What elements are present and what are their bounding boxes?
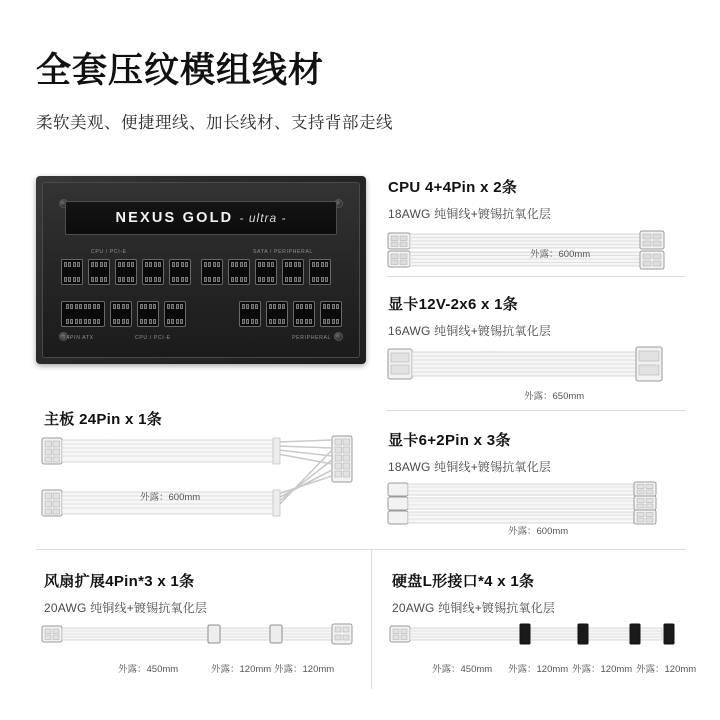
port-label-bottom-right: PERIPHERAL bbox=[292, 335, 331, 341]
cable-length-cpu: 外露：600mm bbox=[530, 249, 591, 260]
connector-row-bottom-left bbox=[61, 301, 186, 327]
page-subtitle: 柔软美观、便捷理线、加长线材、支持背部走线 bbox=[36, 113, 393, 132]
section-title: 显卡6+2Pin x 3条 bbox=[388, 432, 511, 449]
connector-port bbox=[239, 301, 261, 327]
connector-port bbox=[110, 301, 132, 327]
connector-port bbox=[266, 301, 288, 327]
connector-port bbox=[228, 259, 250, 285]
divider bbox=[36, 549, 686, 550]
cable-length-fan-2: 外露：120mm bbox=[211, 664, 272, 675]
divider-vertical bbox=[371, 549, 372, 689]
port-label-top-left: CPU / PCI-E bbox=[91, 249, 127, 255]
cable-fan bbox=[40, 620, 360, 652]
connector-row-bottom-right bbox=[239, 301, 342, 327]
cable-length-mb24: 外露：600mm bbox=[140, 492, 201, 503]
cable-gpu62 bbox=[386, 480, 686, 526]
section-fan bbox=[44, 570, 354, 616]
section-spec: 18AWG 纯铜线+镀锡抗氧化层 bbox=[388, 460, 552, 474]
connector-row-top-left bbox=[61, 259, 191, 285]
cable-length-sata-1: 外露：450mm bbox=[432, 664, 493, 675]
divider bbox=[386, 276, 686, 277]
psu-body bbox=[42, 182, 360, 358]
cable-length-gpu12v: 外露：650mm bbox=[524, 391, 585, 402]
connector-port bbox=[142, 259, 164, 285]
cable-length-fan-1: 外露：450mm bbox=[118, 664, 179, 675]
port-label-bottom-left-1: 24PIN ATX bbox=[63, 335, 94, 341]
section-spec: 18AWG 纯铜线+镀锡抗氧化层 bbox=[388, 207, 552, 221]
cable-gpu12v-drawing bbox=[386, 345, 686, 389]
cable-length-gpu62: 外露：600mm bbox=[508, 526, 569, 537]
connector-port bbox=[61, 259, 83, 285]
section-title: CPU 4+4Pin x 2条 bbox=[388, 179, 518, 196]
cable-length-sata-4: 外露：120mm bbox=[636, 664, 697, 675]
connector-port bbox=[293, 301, 315, 327]
psu-brand-text bbox=[115, 210, 286, 226]
connector-port bbox=[282, 259, 304, 285]
divider bbox=[386, 410, 686, 411]
section-title: 硬盘L形接口*4 x 1条 bbox=[392, 573, 535, 590]
psu-brand-sub: - ultra - bbox=[239, 211, 287, 225]
cable-length-sata-2: 外露：120mm bbox=[508, 664, 569, 675]
connector-port bbox=[309, 259, 331, 285]
connector-port bbox=[169, 259, 191, 285]
connector-port bbox=[88, 259, 110, 285]
psu-brand-plate bbox=[65, 201, 337, 235]
section-cpu bbox=[388, 176, 688, 222]
section-spec: 20AWG 纯铜线+镀锡抗氧化层 bbox=[392, 601, 556, 615]
section-title: 显卡12V-2x6 x 1条 bbox=[388, 296, 519, 313]
connector-port-24pin bbox=[61, 301, 105, 327]
section-spec: 20AWG 纯铜线+镀锡抗氧化层 bbox=[44, 601, 208, 615]
cable-mb24 bbox=[40, 432, 370, 532]
section-title: 主板 24Pin x 1条 bbox=[44, 411, 163, 428]
cable-mb24-drawing bbox=[40, 432, 370, 532]
section-sata bbox=[392, 570, 692, 616]
connector-port bbox=[137, 301, 159, 327]
psu-image bbox=[36, 176, 366, 364]
cable-sata-drawing bbox=[388, 620, 688, 652]
cable-length-sata-3: 外露：120mm bbox=[572, 664, 633, 675]
port-label-bottom-left-2: CPU / PCI-E bbox=[135, 335, 171, 341]
section-gpu62 bbox=[388, 429, 688, 475]
section-gpu12v bbox=[388, 293, 688, 339]
header bbox=[36, 52, 696, 133]
cable-sata bbox=[388, 620, 688, 652]
cable-gpu12v bbox=[386, 345, 686, 389]
section-spec: 16AWG 纯铜线+镀锡抗氧化层 bbox=[388, 324, 552, 338]
connector-row-top-right bbox=[201, 259, 331, 285]
port-label-top-right: SATA / PERIPHERAL bbox=[253, 249, 313, 255]
connector-port bbox=[164, 301, 186, 327]
connector-port bbox=[255, 259, 277, 285]
cable-length-fan-3: 外露：120mm bbox=[274, 664, 335, 675]
screw-icon bbox=[334, 332, 343, 341]
cable-gpu62-drawing bbox=[386, 480, 686, 526]
connector-port bbox=[320, 301, 342, 327]
connector-port bbox=[201, 259, 223, 285]
psu-brand-main: NEXUS GOLD bbox=[115, 210, 234, 226]
section-title: 风扇扩展4Pin*3 x 1条 bbox=[44, 573, 195, 590]
connector-port bbox=[115, 259, 137, 285]
page-title: 全套压纹模组线材 bbox=[36, 51, 325, 90]
cable-fan-drawing bbox=[40, 620, 360, 652]
